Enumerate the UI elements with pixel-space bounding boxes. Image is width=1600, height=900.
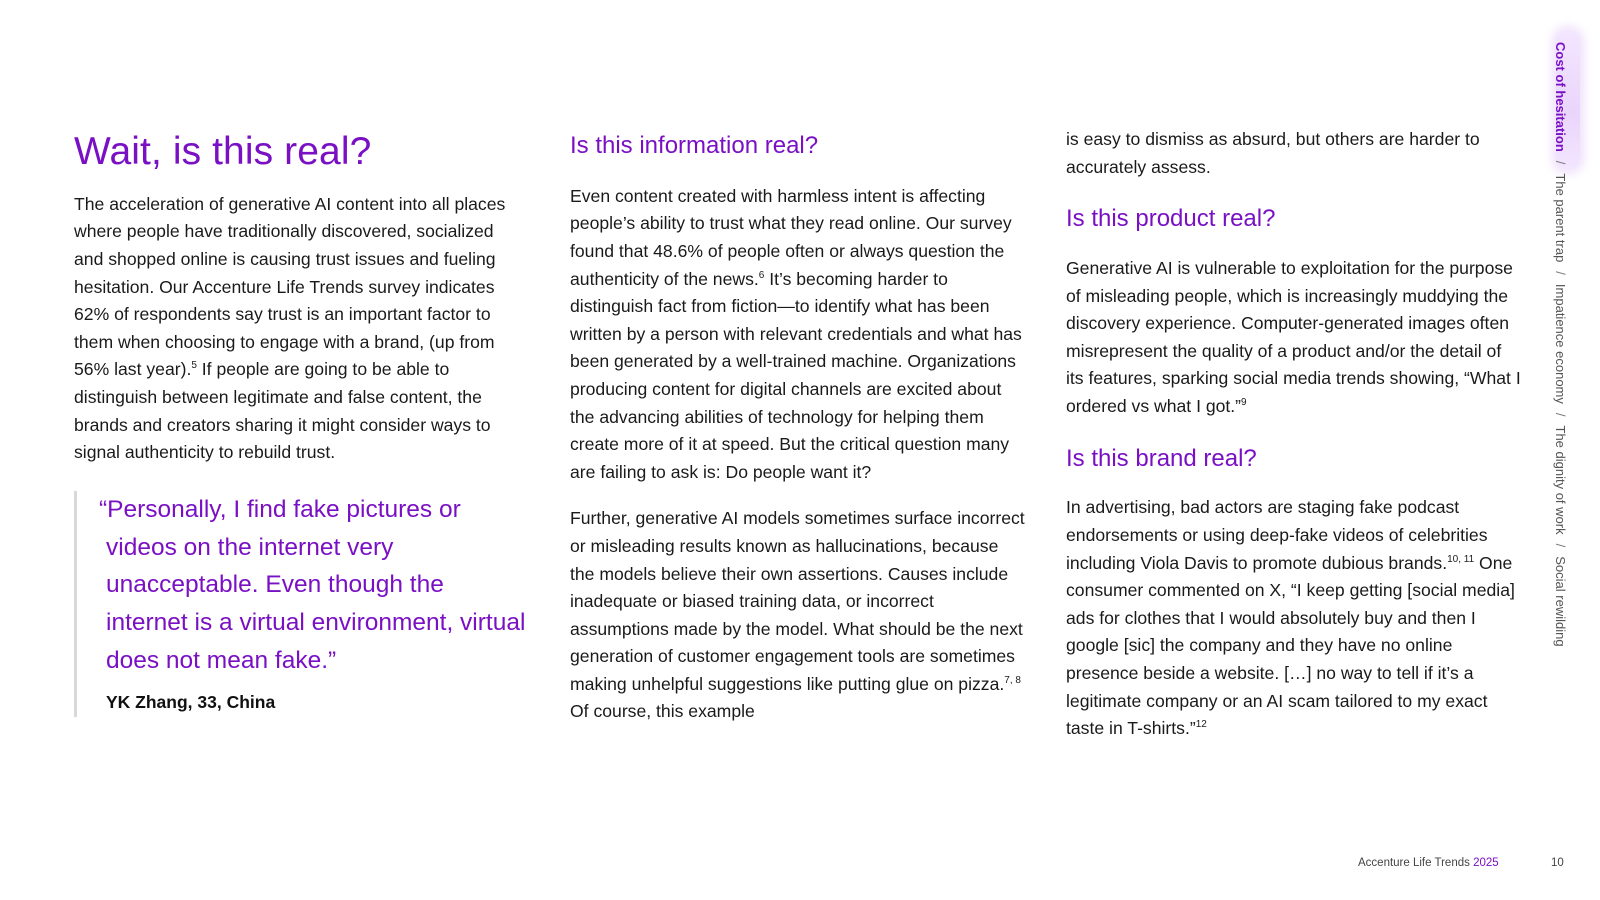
paragraph-text-continued: One consumer commented on X, “I keep getting [social media] ads for clothes that I would absolutely buy and then I google [sic] the company and they have no online presence beside a website. […] no way to tell if it’s a legitimate company or an AI scam tailored to my exact taste in T-shirts.” — [1066, 552, 1515, 739]
paragraph-text-continued: It’s becoming harder to distinguish fact from fiction—to identify what has been written by a person with relevant credentials and what has been generated by a well-trained machine. Organizations producing content for digital channels are excited about the advancing abilities of technology for helping them create more of it at speed. But the critical question many are failing to ask is: Do people want it? — [570, 268, 1022, 482]
page-number: 10 — [1551, 857, 1564, 869]
footnote-ref[interactable]: 10, 11 — [1447, 553, 1475, 565]
quote-text: “Personally, I find fake pictures or videos on the internet very unacceptable. Even though the internet is a virtual environment, virtual does not mean fake.” — [99, 495, 526, 675]
nav-separator: / — [1553, 160, 1568, 165]
paragraph-text-continued: Of course, this example — [570, 701, 755, 722]
footnote-ref[interactable]: 5 — [191, 360, 197, 372]
intro-text-continued: If people are going to be able to distinguish between legitimate and false content, the brands and creators sharing it might consider ways to signal authenticity to rebuild trust. — [74, 359, 491, 463]
footnote-ref[interactable]: 6 — [758, 269, 765, 281]
column-product-brand — [1066, 126, 1521, 743]
footnote-ref[interactable]: 9 — [1241, 397, 1247, 409]
column-intro — [74, 128, 526, 717]
nav-separator: / — [1553, 412, 1568, 417]
information-paragraph-2 — [570, 505, 1025, 726]
intro-text: The acceleration of generative AI content into all places where people have traditionally discovered, socialized and shopped online is causing trust issues and fueling hesitation. Our Accenture Life Trends survey indicates 62% of respondents say trust is an important factor to them when choosing to engage with a brand, (up from 56% last year). — [74, 193, 506, 380]
page-title: Wait, is this real? — [74, 130, 372, 173]
paragraph-text: Even content created with harmless intent is affecting people’s ability to trust what they read online. Our survey found that 48.6% of people often or always question the authenticity of the news. — [570, 185, 1012, 289]
continuation-paragraph: is easy to dismiss as absurd, but others are harder to accurately assess. — [1066, 129, 1480, 177]
section-nav — [1546, 0, 1586, 900]
heading-brand-real: Is this brand real? — [1066, 444, 1257, 472]
intro-paragraph — [74, 191, 526, 467]
nav-separator: / — [1553, 543, 1568, 548]
footnote-ref[interactable]: 12 — [1195, 719, 1207, 731]
nav-item-parent-trap[interactable]: The parent trap — [1553, 173, 1568, 263]
nav-item-dignity-of-work[interactable]: The dignity of work — [1553, 425, 1568, 535]
footer-brand-text: Accenture Life Trends — [1358, 857, 1474, 869]
column-information — [570, 128, 1025, 726]
nav-separator: / — [1553, 271, 1568, 275]
paragraph-text: In advertising, bad actors are staging fake podcast endorsements or using deep-fake videos of celebrities including Viola Davis to promote dubious brands. — [1066, 497, 1488, 573]
footer-brand — [1358, 857, 1499, 869]
nav-item-cost-of-hesitation[interactable]: Cost of hesitation — [1553, 42, 1568, 152]
footnote-ref[interactable]: 7, 8 — [1004, 675, 1021, 687]
nav-item-impatience-economy[interactable]: Impatience economy — [1553, 283, 1568, 404]
information-paragraph-1 — [570, 183, 1025, 487]
section-nav-list — [1553, 42, 1568, 647]
nav-item-social-rewilding[interactable]: Social rewilding — [1553, 556, 1568, 647]
pull-quote — [74, 491, 526, 717]
product-paragraph — [1066, 255, 1521, 421]
paragraph-text: Generative AI is vulnerable to exploitation for the purpose of misleading people, which is increasingly muddying the discovery experience. Computer-generated images often misrepresent the quality of a product and/or the detail of its features, sparking social media trends showing, “What I ordered vs what I got.” — [1066, 257, 1521, 416]
heading-product-real: Is this product real? — [1066, 205, 1276, 233]
quote-author: YK Zhang, 33, China — [106, 691, 276, 712]
footer-year: 2025 — [1473, 857, 1499, 869]
heading-information-real: Is this information real? — [570, 132, 819, 159]
brand-paragraph — [1066, 494, 1521, 742]
paragraph-text: Further, generative AI models sometimes surface incorrect or misleading results known as hallucinations, because the models believe their own assertions. Causes include inadequate or biased training data, or incorrect assumptions made by the model. What should be the next generation of customer engagement tools are sometimes making unhelpful suggestions like putting glue on pizza. — [570, 508, 1025, 694]
